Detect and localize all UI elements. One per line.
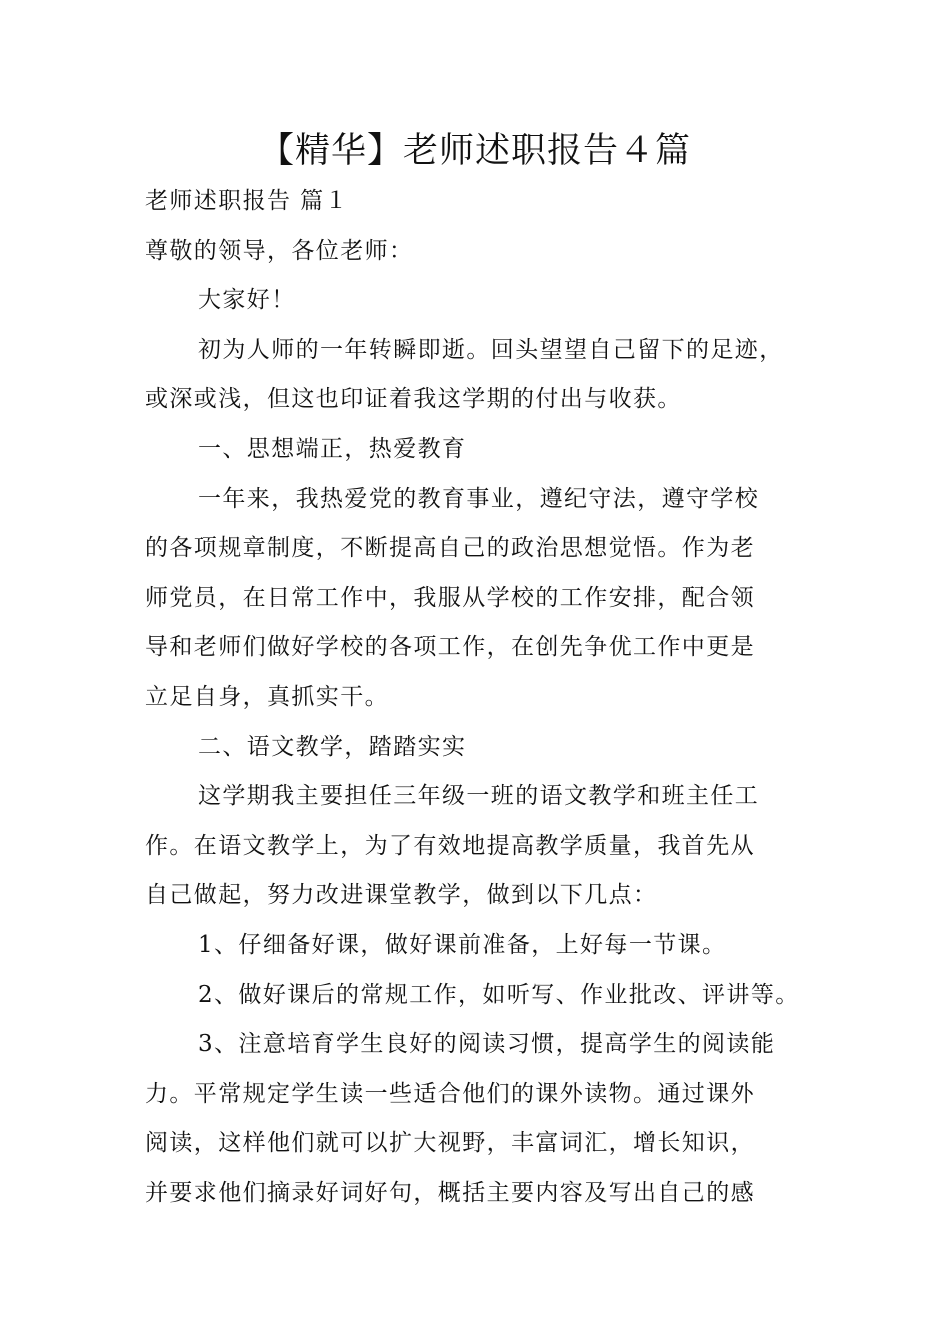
paragraph-line: 立足自身，真抓实干。 <box>145 684 389 710</box>
paragraph-line: 初为人师的一年转瞬即逝。回头望望自己留下的足迹， <box>198 337 784 363</box>
salutation: 尊敬的领导，各位老师： <box>145 238 414 264</box>
greeting: 大家好！ <box>198 287 296 313</box>
paragraph-line: 并要求他们摘录好词好句，概括主要内容及写出自己的感 <box>145 1180 755 1206</box>
paragraph-line: 自己做起，努力改进课堂教学，做到以下几点： <box>145 882 658 908</box>
list-item: 3、注意培育学生良好的阅读习惯，提高学生的阅读能 <box>198 1031 776 1057</box>
paragraph-line: 这学期我主要担任三年级一班的语文教学和班主任工 <box>198 783 760 809</box>
paragraph-line: 力。平常规定学生读一些适合他们的课外读物。通过课外 <box>145 1081 755 1107</box>
paragraph-line: 一年来，我热爱党的教育事业，遵纪守法，遵守学校 <box>198 486 760 512</box>
paragraph-line: 的各项规章制度，不断提高自己的政治思想觉悟。作为老 <box>145 535 755 561</box>
subheading: 二、语文教学，踏踏实实 <box>198 734 467 760</box>
paragraph-line: 或深或浅，但这也印证着我这学期的付出与收获。 <box>145 386 682 412</box>
paragraph-line: 导和老师们做好学校的各项工作，在创先争优工作中更是 <box>145 634 755 660</box>
list-item: 1、仔细备好课，做好课前准备，上好每一节课。 <box>198 932 727 958</box>
paragraph-line: 作。在语文教学上，为了有效地提高教学质量，我首先从 <box>145 833 755 859</box>
section-heading: 老师述职报告 篇１ <box>145 188 349 214</box>
document-title: 【精华】老师述职报告４篇 <box>258 131 691 171</box>
paragraph-line: 阅读，这样他们就可以扩大视野，丰富词汇，增长知识， <box>145 1130 755 1156</box>
subheading: 一、思想端正，热爱教育 <box>198 436 467 462</box>
paragraph-line: 师党员，在日常工作中，我服从学校的工作安排，配合领 <box>145 585 755 611</box>
list-item: 2、做好课后的常规工作，如听写、作业批改、评讲等。 <box>198 982 800 1008</box>
